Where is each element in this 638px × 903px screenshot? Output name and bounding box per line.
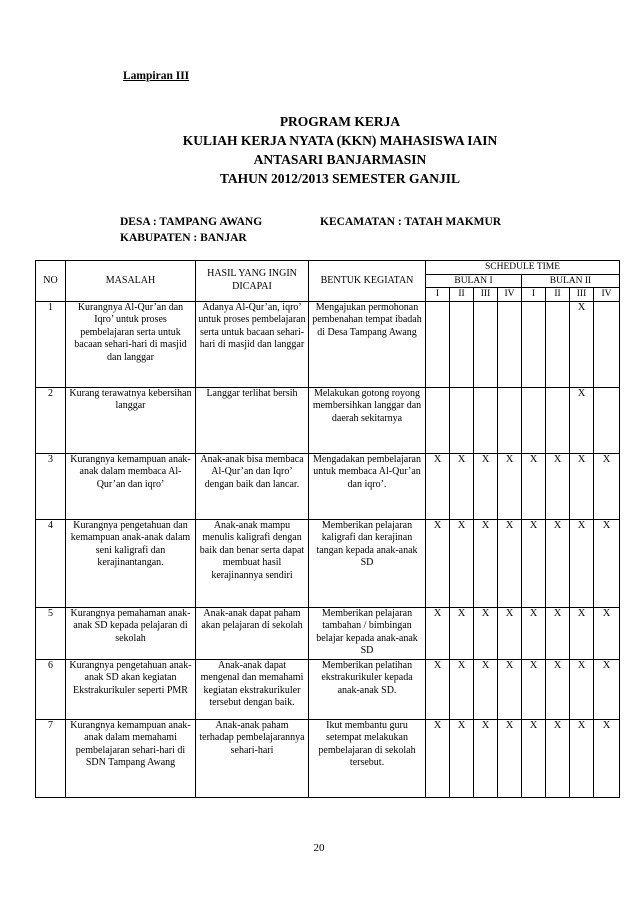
schedule-mark: X xyxy=(570,719,594,797)
cell-no: 6 xyxy=(36,659,66,719)
schedule-mark: X xyxy=(546,607,570,659)
schedule-mark: X xyxy=(594,719,620,797)
table-row xyxy=(36,453,620,519)
cell-bentuk: Mengadakan pembelajaran untuk membaca Al-Qur’an dan iqro’. xyxy=(309,453,426,519)
schedule-mark xyxy=(522,301,546,387)
schedule-mark: X xyxy=(546,719,570,797)
schedule-mark: X xyxy=(426,607,450,659)
schedule-mark: X xyxy=(498,519,522,607)
location-info xyxy=(120,214,501,246)
cell-bentuk: Memberikan pelajaran tambahan / bimbingan belajar kepada anak-anak SD xyxy=(309,607,426,659)
schedule-mark: X xyxy=(498,719,522,797)
table-row xyxy=(36,387,620,453)
header-schedule: SCHEDULE TIME xyxy=(426,261,620,275)
schedule-mark: X xyxy=(426,659,450,719)
schedule-mark: X xyxy=(570,659,594,719)
desa-label: DESA : TAMPANG AWANG xyxy=(120,216,263,228)
cell-hasil: Anak-anak dapat paham akan pelajaran di sekolah xyxy=(196,607,309,659)
schedule-mark: X xyxy=(426,453,450,519)
schedule-mark: X xyxy=(450,453,474,519)
cell-hasil: Anak-anak dapat mengenal dan memahami kegiatan ekstrakurikuler tersebut dengan baik. xyxy=(196,659,309,719)
header-week: I xyxy=(426,288,450,302)
schedule-mark: X xyxy=(546,519,570,607)
schedule-mark: X xyxy=(594,519,620,607)
schedule-mark xyxy=(546,301,570,387)
title-line: TAHUN 2012/2013 SEMESTER GANJIL xyxy=(219,171,461,186)
schedule-mark: X xyxy=(474,719,498,797)
schedule-mark: X xyxy=(546,453,570,519)
page-number: 20 xyxy=(313,842,325,854)
cell-bentuk: Mengajukan permohonan pembenahan tempat ibadah di Desa Tampang Awang xyxy=(309,301,426,387)
cell-bentuk: Memberikan pelatihan ekstrakurikuler kepada anak-anak SD. xyxy=(309,659,426,719)
header-bulan-1: BULAN I xyxy=(426,274,522,288)
cell-hasil: Anak-anak bisa membaca Al-Qur’an dan Iqro’ dengan baik dan lancar. xyxy=(196,453,309,519)
schedule-mark: X xyxy=(426,719,450,797)
schedule-mark: X xyxy=(570,387,594,453)
schedule-mark: X xyxy=(570,519,594,607)
schedule-mark: X xyxy=(570,607,594,659)
document-title xyxy=(60,112,620,188)
schedule-mark: X xyxy=(474,607,498,659)
header-bentuk: BENTUK KEGIATAN xyxy=(309,261,426,302)
cell-masalah: Kurangnya pemahaman anak-anak SD kepada pelajaran di sekolah xyxy=(66,607,196,659)
schedule-mark: X xyxy=(570,453,594,519)
schedule-mark: X xyxy=(594,607,620,659)
schedule-mark: X xyxy=(594,659,620,719)
cell-masalah: Kurangnya kemampuan anak-anak dalam membaca Al-Qur’an dan iqro’ xyxy=(66,453,196,519)
cell-masalah: Kurangnya Al-Qur’an dan Iqro’ untuk proses pembelajaran serta untuk bacaan sehari-hari di masjid dan langgar xyxy=(66,301,196,387)
schedule-mark: X xyxy=(546,659,570,719)
header-week: IV xyxy=(498,288,522,302)
cell-no: 1 xyxy=(36,301,66,387)
schedule-mark: X xyxy=(522,607,546,659)
cell-hasil: Anak-anak paham terhadap pembelajarannya sehari-hari xyxy=(196,719,309,797)
cell-hasil: Adanya Al-Qur’an, iqro’ untuk proses pembelajaran serta untuk bacaan sehari-hari di masjid dan langgar xyxy=(196,301,309,387)
table-row xyxy=(36,719,620,797)
cell-hasil: Anak-anak mampu menulis kaligrafi dengan baik dan benar serta dapat membuat hasil kerajinannya sendiri xyxy=(196,519,309,607)
title-line: KULIAH KERJA NYATA (KKN) MAHASISWA IAIN xyxy=(182,133,498,148)
schedule-mark xyxy=(498,387,522,453)
schedule-mark: X xyxy=(522,519,546,607)
schedule-mark: X xyxy=(522,719,546,797)
kabupaten-label: KABUPATEN : BANJAR xyxy=(120,232,247,244)
schedule-mark: X xyxy=(594,453,620,519)
schedule-mark xyxy=(450,301,474,387)
header-week: II xyxy=(546,288,570,302)
schedule-mark xyxy=(474,301,498,387)
cell-no: 4 xyxy=(36,519,66,607)
cell-no: 5 xyxy=(36,607,66,659)
header-bulan-2: BULAN II xyxy=(522,274,620,288)
schedule-mark: X xyxy=(450,607,474,659)
schedule-mark: X xyxy=(450,659,474,719)
schedule-mark xyxy=(450,387,474,453)
schedule-mark xyxy=(474,387,498,453)
appendix-label: Lampiran III xyxy=(123,70,190,82)
table-row xyxy=(36,519,620,607)
cell-no: 7 xyxy=(36,719,66,797)
cell-bentuk: Ikut membantu guru setempat melakukan pembelajaran di sekolah tersebut. xyxy=(309,719,426,797)
title-line: ANTASARI BANJARMASIN xyxy=(253,152,427,167)
schedule-mark: X xyxy=(570,301,594,387)
cell-bentuk: Memberikan pelajaran kaligrafi dan kerajinan tangan kepada anak-anak SD xyxy=(309,519,426,607)
header-week: III xyxy=(474,288,498,302)
schedule-mark: X xyxy=(450,719,474,797)
header-week: II xyxy=(450,288,474,302)
header-masalah: MASALAH xyxy=(66,261,196,302)
schedule-mark: X xyxy=(498,453,522,519)
schedule-mark xyxy=(498,301,522,387)
schedule-mark xyxy=(522,387,546,453)
schedule-mark: X xyxy=(474,519,498,607)
header-no: NO xyxy=(36,261,66,302)
header-week: III xyxy=(570,288,594,302)
table-row xyxy=(36,607,620,659)
header-week: I xyxy=(522,288,546,302)
table-row xyxy=(36,301,620,387)
cell-masalah: Kurangnya pengetahuan dan kemampuan anak-anak dalam seni kaligrafi dan kerajinantangan. xyxy=(66,519,196,607)
title-line: PROGRAM KERJA xyxy=(279,114,401,129)
schedule-mark: X xyxy=(522,453,546,519)
cell-masalah: Kurangnya pengetahuan anak-anak SD akan kegiatan Ekstrakurikuler seperti PMR xyxy=(66,659,196,719)
kecamatan-label: KECAMATAN : TATAH MAKMUR xyxy=(320,216,502,228)
cell-no: 3 xyxy=(36,453,66,519)
schedule-mark: X xyxy=(474,659,498,719)
schedule-mark: X xyxy=(450,519,474,607)
schedule-mark xyxy=(594,301,620,387)
schedule-mark: X xyxy=(474,453,498,519)
cell-hasil: Langgar terlihat bersih xyxy=(196,387,309,453)
cell-no: 2 xyxy=(36,387,66,453)
cell-masalah: Kurang terawatnya kebersihan langgar xyxy=(66,387,196,453)
work-program-table xyxy=(35,260,620,798)
schedule-mark: X xyxy=(498,659,522,719)
schedule-mark xyxy=(426,301,450,387)
schedule-mark xyxy=(546,387,570,453)
schedule-mark: X xyxy=(498,607,522,659)
schedule-mark xyxy=(594,387,620,453)
schedule-mark: X xyxy=(426,519,450,607)
schedule-mark: X xyxy=(522,659,546,719)
schedule-mark xyxy=(426,387,450,453)
cell-bentuk: Melakukan gotong royong membersihkan langgar dan daerah sekitarnya xyxy=(309,387,426,453)
table-row xyxy=(36,659,620,719)
cell-masalah: Kurangnya kemampuan anak-anak dalam memahami pembelajaran sehari-hari di SDN Tampang Awang xyxy=(66,719,196,797)
header-hasil: HASIL YANG INGIN DICAPAI xyxy=(196,261,309,302)
header-week: IV xyxy=(594,288,620,302)
